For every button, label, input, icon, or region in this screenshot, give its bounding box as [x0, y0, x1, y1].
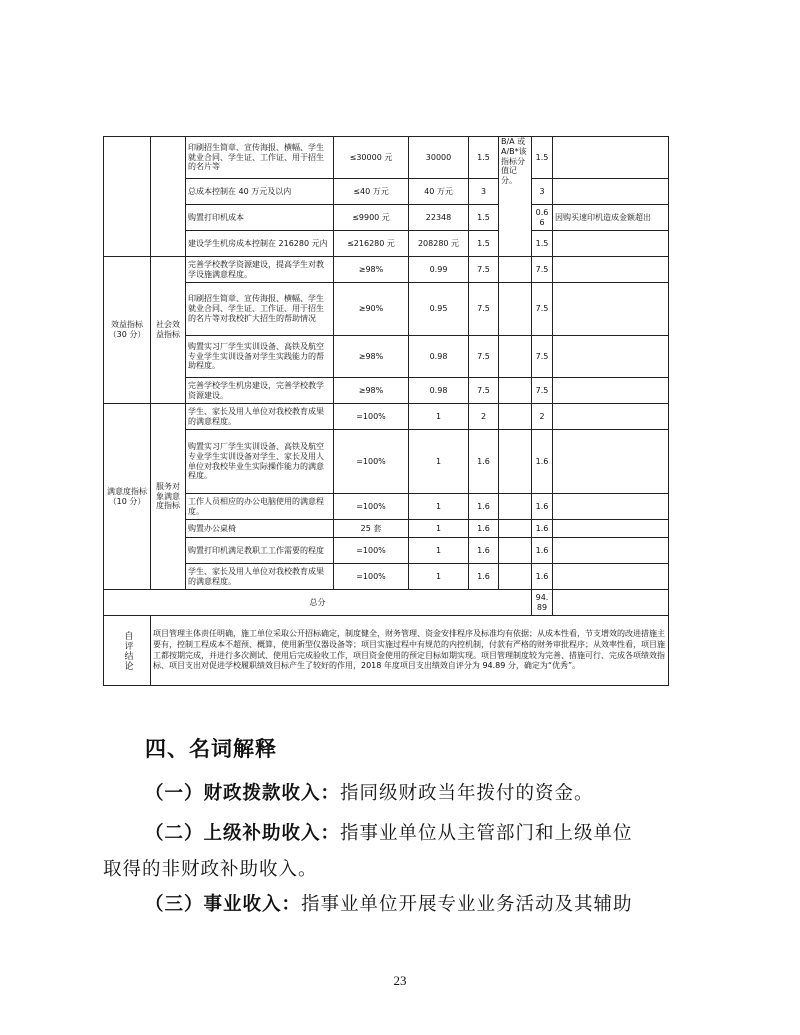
remark-cell [553, 404, 669, 430]
method-cell: B/A 或 A/B*该指标分值记分。 [499, 137, 532, 257]
table-row [104, 564, 669, 590]
definition-3: （三）事业收入：指事业单位开展专业业务活动及其辅助 [145, 894, 633, 915]
weight-cell: 1.6 [469, 538, 499, 564]
target-cell: ≥98% [334, 257, 409, 283]
total-label: 总分 [104, 590, 532, 616]
method-cell [499, 430, 532, 494]
actual-cell: 1 [409, 404, 469, 430]
actual-cell: 1 [409, 494, 469, 520]
method-cell [499, 538, 532, 564]
remark-cell [553, 538, 669, 564]
indicator-cell: 购置办公桌椅 [186, 520, 334, 538]
method-cell [499, 404, 532, 430]
definition-1: （一）财政拨款收入：指同级财政当年拨付的资金。 [145, 783, 594, 804]
total-score: 94.89 [532, 590, 553, 616]
table-row [104, 378, 669, 404]
target-cell: ≤216280 元 [334, 231, 409, 257]
actual-cell: 0.95 [409, 283, 469, 336]
indicator-cell: 购置打印机成本 [186, 205, 334, 231]
definition-2-continued: 取得的非财政补助收入。 [103, 859, 318, 880]
weight-cell: 1.5 [469, 231, 499, 257]
indicator-level2: 服务对象满意度指标 [151, 404, 186, 590]
remark-cell [553, 564, 669, 590]
target-cell: =100% [334, 430, 409, 494]
weight-cell: 2 [469, 404, 499, 430]
method-cell [499, 520, 532, 538]
target-cell: =100% [334, 404, 409, 430]
indicator-level1: 效益指标（30 分） [104, 257, 151, 404]
score-cell: 1.6 [532, 494, 553, 520]
indicator-cell: 完善学校教学资源建设，提高学生对教学设施满意程度。 [186, 257, 334, 283]
weight-cell: 1.6 [469, 520, 499, 538]
weight-cell: 1.5 [469, 205, 499, 231]
page-number: 23 [393, 973, 407, 988]
actual-cell: 0.99 [409, 257, 469, 283]
table-row [104, 430, 669, 494]
empty-cell [104, 137, 151, 257]
score-cell: 7.5 [532, 257, 553, 283]
empty-cell [151, 137, 186, 257]
indicator-cell: 建设学生机房成本控制在 216280 元内 [186, 231, 334, 257]
section-heading: 四、名词解释 [145, 737, 277, 761]
target-cell: ≥98% [334, 378, 409, 404]
indicator-cell: 购置实习厂学生实训设备、高铁及航空专业学生实训设备对学生实践能力的帮助程度。 [186, 336, 334, 378]
table-row [104, 538, 669, 564]
indicator-level1: 满意度指标（10 分） [104, 404, 151, 590]
remark-cell [553, 231, 669, 257]
total-row [104, 590, 669, 616]
remark-cell [553, 283, 669, 336]
remark-cell [553, 590, 669, 616]
remark-cell: 因购买速印机造成金额超出 [553, 205, 669, 231]
target-cell: ≥90% [334, 283, 409, 336]
indicator-cell: 购置打印机满足教职工工作需要的程度 [186, 538, 334, 564]
indicator-cell: 总成本控制在 40 万元及以内 [186, 179, 334, 205]
target-cell: =100% [334, 538, 409, 564]
indicator-cell: 印刷招生简章、宣传海报、横幅、学生就业合同、学生证、工作证、用于招生的名片等 [186, 137, 334, 179]
table-row [104, 404, 669, 430]
weight-cell: 1.6 [469, 430, 499, 494]
remark-cell [553, 520, 669, 538]
score-cell: 0.66 [532, 205, 553, 231]
target-cell: =100% [334, 564, 409, 590]
weight-cell: 1.6 [469, 494, 499, 520]
score-cell: 7.5 [532, 283, 553, 336]
weight-cell: 3 [469, 179, 499, 205]
indicator-cell: 学生、家长及用人单位对我校教育成果的满意程度。 [186, 564, 334, 590]
conclusion-text: 项目管理主体责任明确，施工单位采取公开招标确定，制度健全，财务管理、资金安排程序及标准均有依据；从成本性看，节支增效的改进措施主要有，控制工程成本不超预、概算，使用新型仪器设备等；项目实施过程中有规范的内控机制，付款有严格的财务审批程序；从效率性看，项目施工都按期完成，并进行多次测试、使用后完成验收工作，项目资金使用的预定目标如期实现。项目管理制度较为完善、措施可行、完成各项绩效指标、项目支出对促进学校履职绩效目标产生了较好的作用，2018 年度项目支出绩效自评分为 94.89 分，确定为“优秀”。 [151, 616, 669, 686]
target-cell: ≤40 万元 [334, 179, 409, 205]
actual-cell: 22348 [409, 205, 469, 231]
remark-cell [553, 257, 669, 283]
table-row [104, 179, 669, 205]
method-cell [499, 336, 532, 378]
score-cell: 1.6 [532, 538, 553, 564]
score-cell: 3 [532, 179, 553, 205]
indicator-level2: 社会效益指标 [151, 257, 186, 404]
actual-cell: 0.98 [409, 378, 469, 404]
method-cell [499, 378, 532, 404]
table-row [104, 257, 669, 283]
weight-cell: 1.6 [469, 564, 499, 590]
indicator-cell: 工作人员相应的办公电脑使用的满意程度。 [186, 494, 334, 520]
table-row [104, 520, 669, 538]
indicator-cell: 学生、家长及用人单位对我校教育成果的满意程度。 [186, 404, 334, 430]
performance-table [103, 136, 669, 686]
actual-cell: 40 万元 [409, 179, 469, 205]
weight-cell: 7.5 [469, 257, 499, 283]
indicator-cell: 购置实习厂学生实训设备、高铁及航空专业学生实训设备对学生、家长及用人单位对我校毕业生实际操作能力的满意程度。 [186, 430, 334, 494]
weight-cell: 7.5 [469, 336, 499, 378]
score-cell: 1.6 [532, 520, 553, 538]
table-row [104, 231, 669, 257]
conclusion-label: 自评结论 [104, 616, 151, 686]
table-row [104, 283, 669, 336]
remark-cell [553, 179, 669, 205]
target-cell: ≥98% [334, 336, 409, 378]
method-cell [499, 494, 532, 520]
actual-cell: 1 [409, 430, 469, 494]
actual-cell: 1 [409, 538, 469, 564]
score-cell: 1.6 [532, 430, 553, 494]
score-cell: 1.6 [532, 564, 553, 590]
remark-cell [553, 336, 669, 378]
score-cell: 1.5 [532, 137, 553, 179]
actual-cell: 30000 [409, 137, 469, 179]
weight-cell: 7.5 [469, 378, 499, 404]
target-cell: ≤9900 元 [334, 205, 409, 231]
table-row [104, 336, 669, 378]
definition-2: （二）上级补助收入：指事业单位从主管部门和上级单位 [145, 823, 633, 844]
actual-cell: 1 [409, 520, 469, 538]
score-cell: 2 [532, 404, 553, 430]
indicator-cell: 完善学校学生机房建设，完善学校教学资源建设。 [186, 378, 334, 404]
target-cell: ≤30000 元 [334, 137, 409, 179]
remark-cell [553, 494, 669, 520]
indicator-cell: 印刷招生简章、宣传海报、横幅、学生就业合同、学生证、工作证、用于招生的名片等对我校扩大招生的帮助情况 [186, 283, 334, 336]
conclusion-row [104, 616, 669, 686]
weight-cell: 7.5 [469, 283, 499, 336]
weight-cell: 1.5 [469, 137, 499, 179]
score-cell: 7.5 [532, 378, 553, 404]
method-cell [499, 283, 532, 336]
target-cell: 25 套 [334, 520, 409, 538]
score-cell: 7.5 [532, 336, 553, 378]
table-row [104, 205, 669, 231]
remark-cell [553, 430, 669, 494]
actual-cell: 208280 元 [409, 231, 469, 257]
actual-cell: 1 [409, 564, 469, 590]
remark-cell [553, 137, 669, 179]
method-cell [499, 564, 532, 590]
score-cell: 1.5 [532, 231, 553, 257]
table-row [104, 494, 669, 520]
table-row [104, 137, 669, 179]
remark-cell [553, 378, 669, 404]
target-cell: =100% [334, 494, 409, 520]
method-cell [499, 257, 532, 283]
actual-cell: 0.98 [409, 336, 469, 378]
